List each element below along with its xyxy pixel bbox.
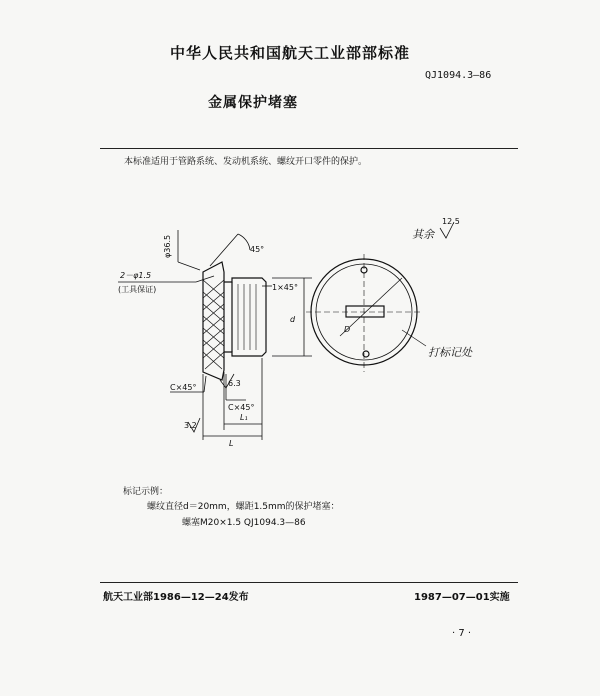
remaining-roughness-label: 其余 bbox=[412, 228, 434, 241]
plug-flange bbox=[203, 262, 224, 380]
org-title: 中华人民共和国航天工业部部标准 bbox=[170, 44, 411, 62]
example-line-1: 螺纹直径d＝20mm，螺距1.5mm的保护堵塞： bbox=[147, 502, 340, 512]
plug-front-view bbox=[306, 254, 426, 372]
dim-phi-36-5: φ36.5 bbox=[163, 234, 172, 258]
knurl-pattern bbox=[203, 280, 224, 369]
dim-angle-45: 45° bbox=[250, 245, 265, 254]
footer-rule bbox=[100, 582, 518, 583]
holes-label: 2－φ1.5 bbox=[120, 271, 152, 280]
roughness-3-2: 3.2 bbox=[184, 421, 197, 430]
front-slot bbox=[346, 306, 384, 317]
dim-L: L bbox=[229, 439, 234, 448]
example-heading: 标记示例： bbox=[123, 487, 169, 497]
roughness-6-3: 6.3 bbox=[228, 379, 241, 388]
example-line-2: 螺塞M20×1.5 QJ1094.3—86 bbox=[182, 518, 306, 528]
standard-code: QJ1094.3—86 bbox=[425, 70, 492, 81]
implement-date: 1987—07—01实施 bbox=[414, 592, 510, 603]
dim-chamfer-c-bottom: C×45° bbox=[228, 403, 255, 412]
page-number: · 7 · bbox=[452, 628, 472, 639]
scope-text: 本标准适用于管路系统、发动机系统、螺纹开口零件的保护。 bbox=[124, 157, 368, 167]
plug-thread-body bbox=[224, 278, 266, 356]
dim-d: d bbox=[290, 315, 296, 324]
issue-date: 航天工业部1986—12—24发布 bbox=[103, 592, 249, 603]
mark-location-note: 打标记处 bbox=[428, 346, 472, 359]
side-dimensions bbox=[118, 230, 312, 440]
dim-chamfer-c-left: C×45° bbox=[170, 383, 197, 392]
dim-chamfer-1x45: 1×45° bbox=[272, 283, 298, 292]
remaining-roughness-value: 12.5 bbox=[442, 217, 460, 226]
holes-note: (工具保证) bbox=[118, 285, 157, 294]
dim-D: D bbox=[344, 325, 351, 334]
dim-L1: L₁ bbox=[240, 413, 248, 422]
plug-side-view bbox=[203, 262, 266, 380]
document-title: 金属保护堵塞 bbox=[208, 95, 298, 111]
